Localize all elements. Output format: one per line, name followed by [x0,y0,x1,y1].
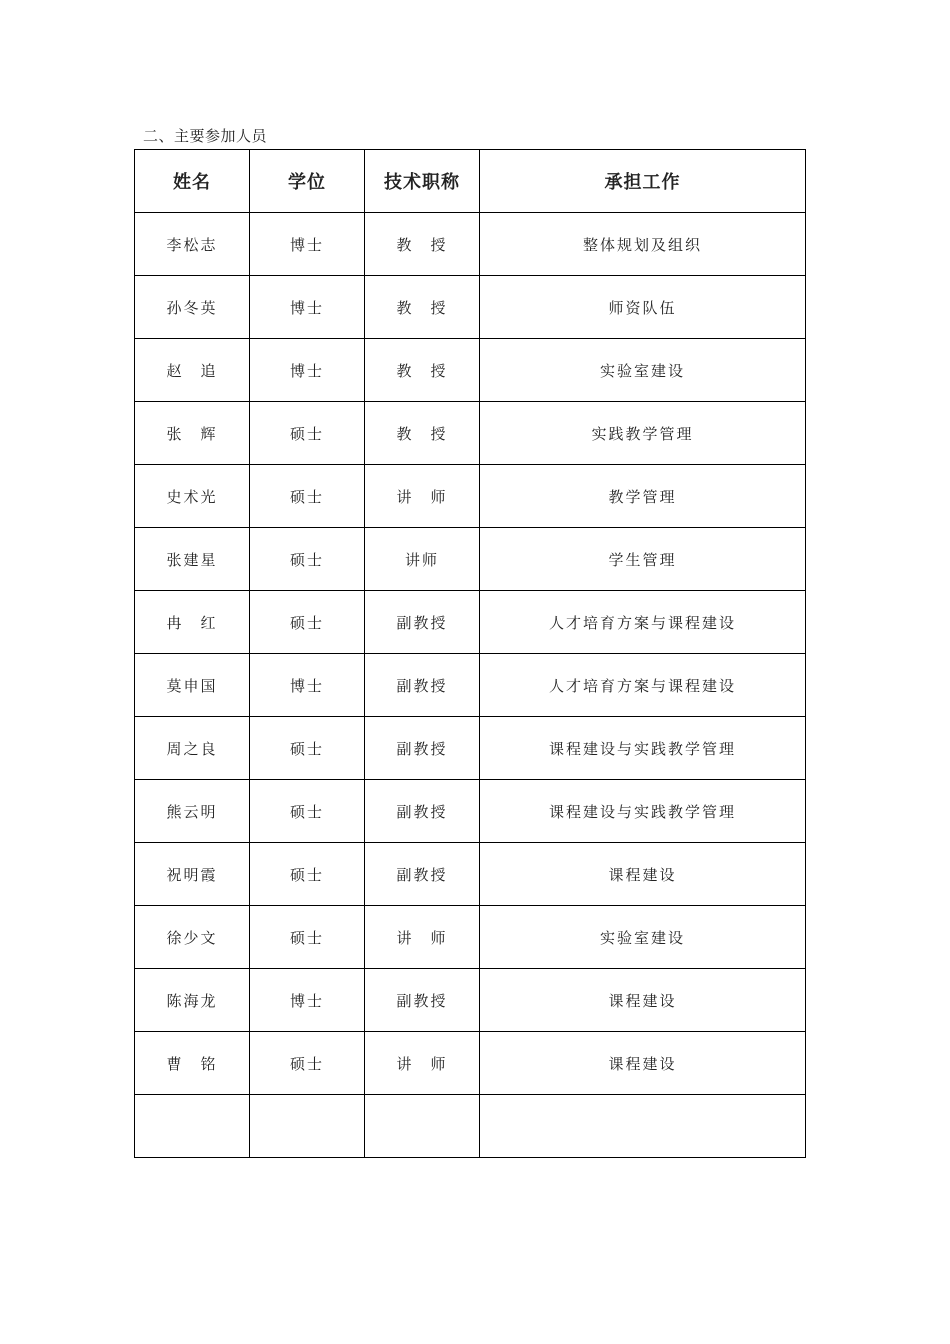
table-row [135,528,806,591]
cell-title [365,1095,480,1158]
cell-title: 讲 师 [365,465,480,528]
cell-degree: 硕士 [250,402,365,465]
table-row [135,654,806,717]
cell-name [135,1095,250,1158]
cell-title: 教 授 [365,402,480,465]
header-name: 姓名 [135,150,250,213]
header-duty: 承担工作 [480,150,806,213]
cell-name: 祝明霞 [135,843,250,906]
cell-duty [480,1095,806,1158]
header-degree: 学位 [250,150,365,213]
table-row [135,969,806,1032]
cell-degree: 博士 [250,969,365,1032]
cell-name: 徐少文 [135,906,250,969]
cell-name: 孙冬英 [135,276,250,339]
cell-name: 熊云明 [135,780,250,843]
table-row [135,402,806,465]
table-row [135,906,806,969]
cell-duty: 学生管理 [480,528,806,591]
table-row [135,1032,806,1095]
cell-name: 周之良 [135,717,250,780]
cell-name: 陈海龙 [135,969,250,1032]
cell-title: 副教授 [365,717,480,780]
cell-title: 教 授 [365,339,480,402]
cell-duty: 课程建设 [480,843,806,906]
cell-title: 讲 师 [365,906,480,969]
cell-name: 张 辉 [135,402,250,465]
cell-duty: 实践教学管理 [480,402,806,465]
cell-title: 副教授 [365,780,480,843]
cell-name: 史术光 [135,465,250,528]
cell-duty: 人才培育方案与课程建设 [480,654,806,717]
header-title: 技术职称 [365,150,480,213]
cell-degree: 硕士 [250,528,365,591]
cell-name: 曹 铭 [135,1032,250,1095]
cell-duty: 师资队伍 [480,276,806,339]
cell-degree: 博士 [250,276,365,339]
cell-degree: 硕士 [250,717,365,780]
table-row-empty [135,1095,806,1158]
cell-title: 教 授 [365,276,480,339]
table-row [135,843,806,906]
cell-name: 李松志 [135,213,250,276]
cell-duty: 实验室建设 [480,339,806,402]
table-row [135,591,806,654]
cell-title: 讲师 [365,528,480,591]
staff-table [134,149,806,1158]
section-title: 二、主要参加人员 [143,127,268,145]
cell-degree: 硕士 [250,906,365,969]
cell-duty: 整体规划及组织 [480,213,806,276]
cell-title: 副教授 [365,843,480,906]
cell-title: 副教授 [365,654,480,717]
cell-duty: 实验室建设 [480,906,806,969]
cell-duty: 人才培育方案与课程建设 [480,591,806,654]
cell-duty: 教学管理 [480,465,806,528]
cell-degree [250,1095,365,1158]
table-row [135,339,806,402]
cell-name: 冉 红 [135,591,250,654]
cell-degree: 硕士 [250,780,365,843]
cell-title: 副教授 [365,969,480,1032]
table-header-row [135,150,806,213]
cell-duty: 课程建设与实践教学管理 [480,780,806,843]
cell-name: 莫申国 [135,654,250,717]
cell-degree: 博士 [250,339,365,402]
cell-duty: 课程建设 [480,969,806,1032]
cell-duty: 课程建设 [480,1032,806,1095]
cell-degree: 硕士 [250,465,365,528]
cell-degree: 硕士 [250,843,365,906]
cell-name: 赵 追 [135,339,250,402]
cell-degree: 博士 [250,213,365,276]
table-row [135,465,806,528]
cell-degree: 博士 [250,654,365,717]
table-row [135,276,806,339]
cell-title: 讲 师 [365,1032,480,1095]
table-row [135,717,806,780]
cell-degree: 硕士 [250,591,365,654]
table-row [135,780,806,843]
cell-duty: 课程建设与实践教学管理 [480,717,806,780]
cell-name: 张建星 [135,528,250,591]
cell-title: 教 授 [365,213,480,276]
cell-title: 副教授 [365,591,480,654]
cell-degree: 硕士 [250,1032,365,1095]
table-row [135,213,806,276]
